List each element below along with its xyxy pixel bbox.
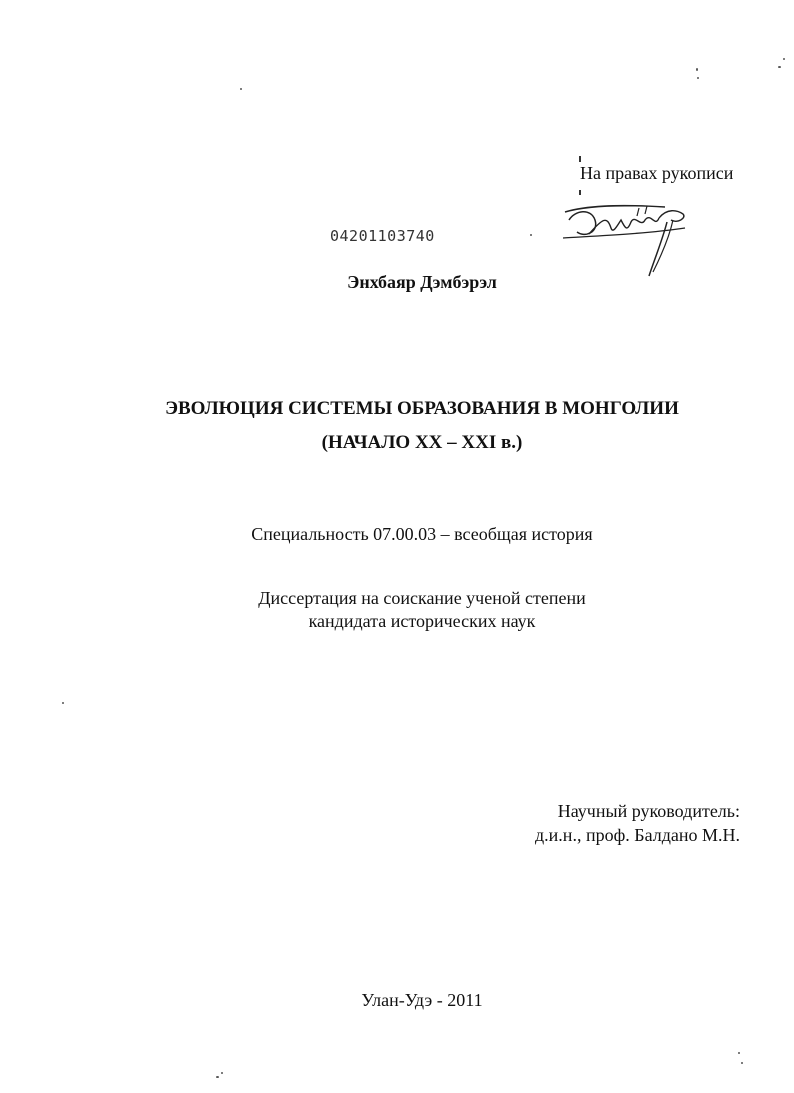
thesis-title-line-2: (НАЧАЛО XX – XXI в.) bbox=[321, 432, 523, 453]
scan-speck bbox=[221, 1072, 223, 1074]
scan-speck bbox=[738, 1052, 740, 1054]
author-name: Энхбаяр Дэмбэрэл bbox=[347, 272, 497, 292]
library-code: 04201103740 bbox=[330, 227, 435, 245]
dissertation-purpose-line-1: Диссертация на соискание ученой степени bbox=[258, 588, 586, 608]
scan-speck bbox=[783, 58, 785, 60]
thesis-title-line-1: ЭВОЛЮЦИЯ СИСТЕМЫ ОБРАЗОВАНИЯ В МОНГОЛИИ bbox=[165, 398, 679, 419]
scan-speck bbox=[240, 88, 242, 90]
place-and-year: Улан-Удэ - 2011 bbox=[361, 990, 483, 1010]
scan-speck bbox=[697, 77, 699, 79]
advisor-name: д.и.н., проф. Балдано М.Н. bbox=[535, 825, 740, 845]
dissertation-purpose-line-2: кандидата исторических наук bbox=[308, 611, 536, 631]
scan-speck bbox=[778, 66, 781, 68]
scan-speck bbox=[530, 234, 532, 236]
scan-speck bbox=[741, 1062, 743, 1064]
signature bbox=[555, 198, 705, 280]
scan-speck bbox=[696, 68, 698, 71]
advisor-label: Научный руководитель: bbox=[557, 801, 740, 821]
scan-speck bbox=[216, 1076, 219, 1078]
specialty: Специальность 07.00.03 – всеобщая история bbox=[251, 524, 593, 544]
scan-mark bbox=[579, 156, 581, 162]
manuscript-rights-notice: На правах рукописи bbox=[580, 163, 734, 183]
scan-mark bbox=[579, 190, 581, 195]
scan-speck bbox=[62, 702, 64, 704]
